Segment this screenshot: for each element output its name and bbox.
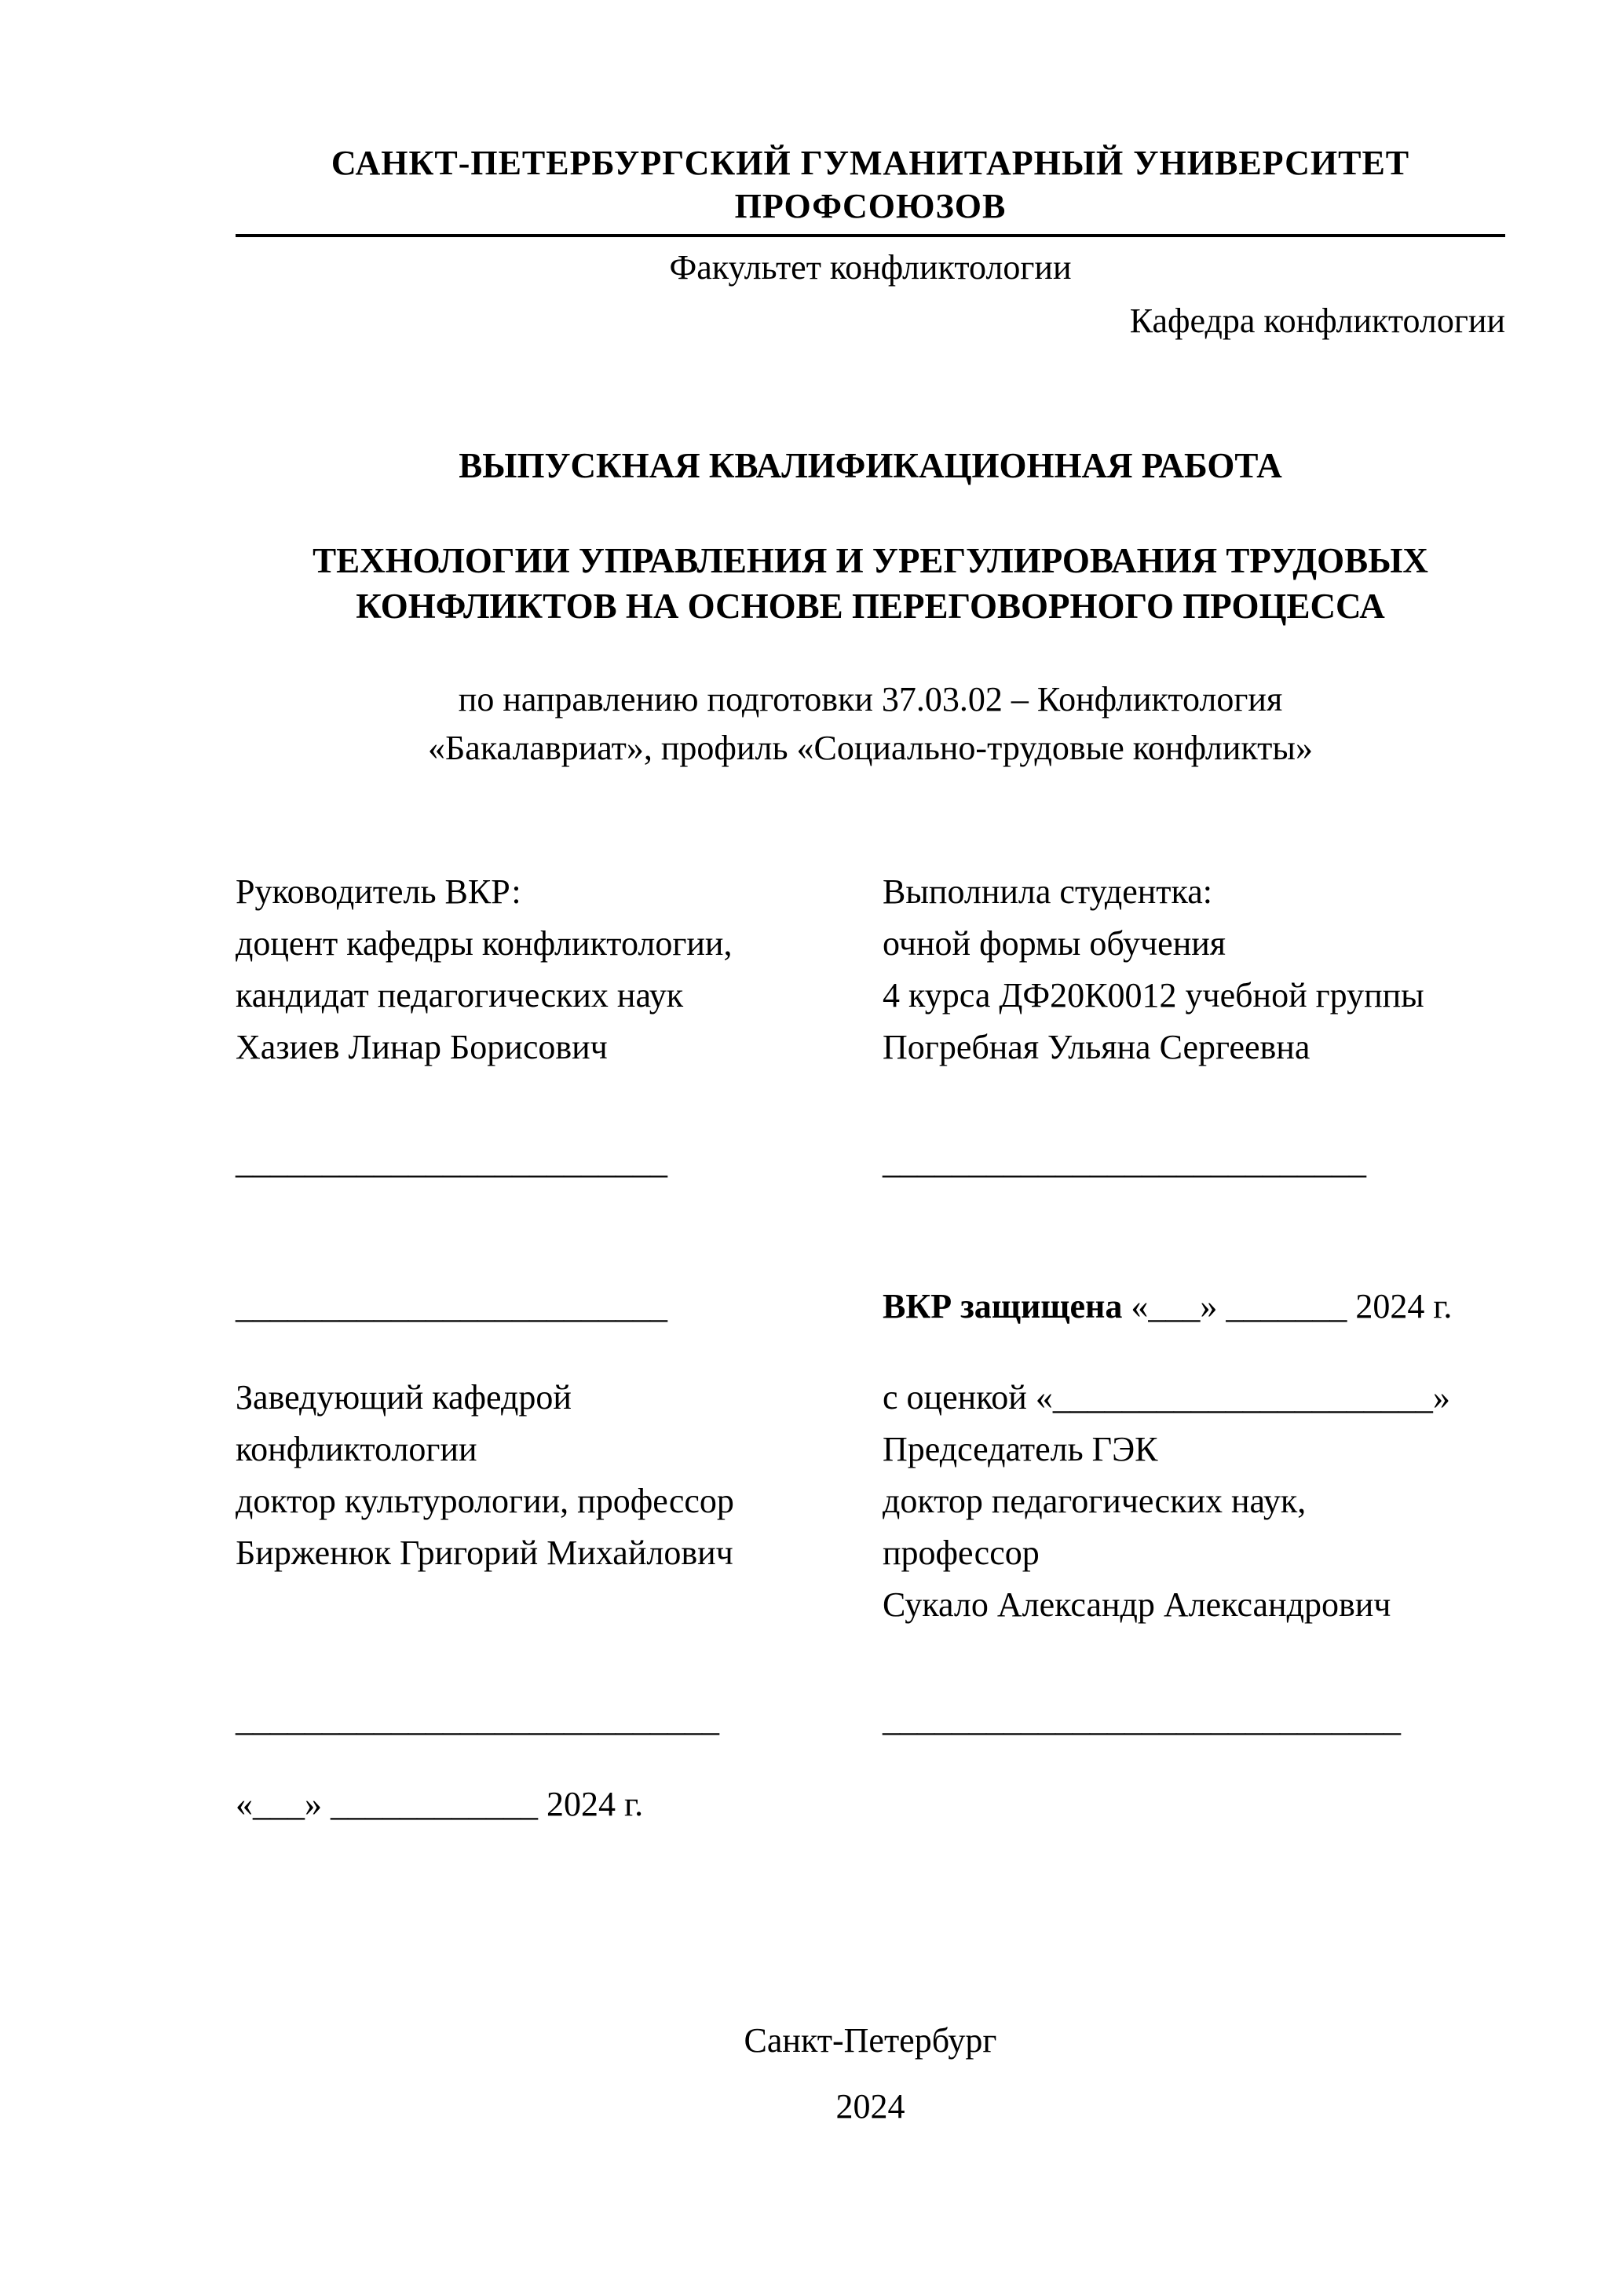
officials-block: [236, 1372, 1505, 1631]
gec-chair-block: [883, 1372, 1505, 1631]
defense-label: ВКР защищена: [883, 1286, 1123, 1325]
dept-head-block: [236, 1372, 883, 1631]
dept-head-signature-line-top: _________________________: [236, 1286, 667, 1325]
student-name: Погребная Ульяна Сергеевна: [883, 1027, 1310, 1066]
dept-head-name: Бирженюк Григорий Михайлович: [236, 1533, 733, 1572]
student-detail-2: 4 курса ДФ20К0012 учебной группы: [883, 975, 1424, 1015]
program-direction: по направлению подготовки 37.03.02 – Конфликтология: [458, 679, 1283, 718]
faculty-name: Факультет конфликтологии: [669, 248, 1072, 287]
student-label: Выполнила студентка:: [883, 872, 1212, 911]
thesis-title: ТЕХНОЛОГИИ УПРАВЛЕНИЯ И УРЕГУЛИРОВАНИЯ ТРУДОВЫХ КОНФЛИКТОВ НА ОСНОВЕ ПЕРЕГОВОРНОГО ПРОЦЕССА: [313, 540, 1428, 627]
dept-head-title-2: конфликтологии: [236, 1429, 477, 1468]
gec-chair-signature-line: ______________________________: [883, 1699, 1401, 1738]
signature-row-2: [236, 1281, 1505, 1333]
header-rule: [236, 234, 1505, 237]
dept-head-date-line: «___» ____________ 2024 г.: [236, 1784, 644, 1823]
signature-row-3: [236, 1694, 1505, 1746]
supervisor-label: Руководитель ВКР:: [236, 872, 521, 911]
student-signature-line: ____________________________: [883, 1142, 1366, 1181]
student-detail-1: очной формы обучения: [883, 923, 1226, 963]
defense-date-blank: «___» _______ 2024 г.: [1122, 1286, 1453, 1325]
work-type-title: ВЫПУСКНАЯ КВАЛИФИКАЦИОННАЯ РАБОТА: [459, 446, 1282, 486]
supervisor-position-1: доцент кафедры конфликтологии,: [236, 923, 733, 963]
footer-city: Санкт-Петербург: [744, 2020, 997, 2060]
signature-row-1: [236, 1136, 1505, 1188]
gec-chair-title: Председатель ГЭК: [883, 1429, 1158, 1468]
dept-head-signature-line-bottom: ____________________________: [236, 1699, 719, 1738]
footer-year: 2024: [835, 2086, 905, 2126]
defense-date-line: [883, 1281, 1505, 1333]
defense-grade-line: с оценкой «______________________»: [883, 1377, 1450, 1417]
program-block: [236, 675, 1505, 773]
gec-chair-name: Сукало Александр Александрович: [883, 1585, 1391, 1624]
department-name: Кафедра конфликтологии: [1129, 301, 1505, 340]
student-block: [883, 866, 1505, 1073]
people-block: [236, 866, 1505, 1073]
supervisor-position-2: кандидат педагогических наук: [236, 975, 684, 1015]
supervisor-block: [236, 866, 883, 1073]
dept-head-degree: доктор культурологии, профессор: [236, 1481, 734, 1520]
university-name: САНКТ-ПЕТЕРБУРГСКИЙ ГУМАНИТАРНЫЙ УНИВЕРСИТЕТ ПРОФСОЮЗОВ: [331, 144, 1410, 225]
dept-head-title-1: Заведующий кафедрой: [236, 1377, 572, 1417]
supervisor-signature-line: _________________________: [236, 1142, 667, 1181]
gec-chair-rank: профессор: [883, 1533, 1040, 1572]
gec-chair-degree: доктор педагогических наук,: [883, 1481, 1307, 1520]
supervisor-name: Хазиев Линар Борисович: [236, 1027, 608, 1066]
program-profile: «Бакалавриат», профиль «Социально-трудовые конфликты»: [428, 729, 1313, 768]
